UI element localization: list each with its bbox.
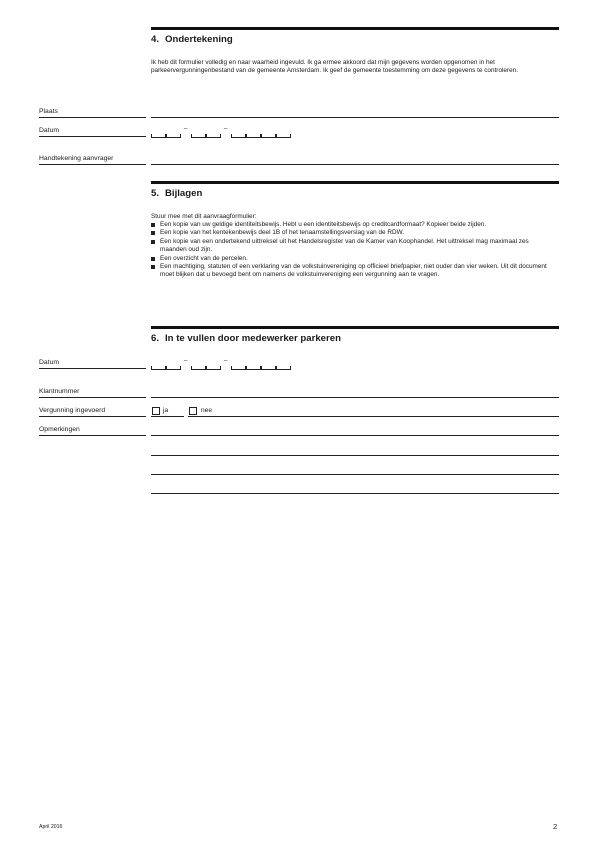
checkbox-nee-label: nee [201, 407, 213, 414]
klantnummer-field[interactable] [151, 397, 559, 398]
label-vergunning-line [39, 416, 146, 417]
section-4-number: 4. [151, 34, 160, 45]
bullet-icon [151, 231, 155, 235]
opmerkingen-line-3[interactable] [151, 474, 559, 475]
footer-date: April 2016 [39, 824, 63, 830]
label-datum: Datum [39, 127, 60, 134]
section-5-title [151, 188, 202, 199]
label-opmerkingen-line [39, 435, 146, 436]
label-plaats-line [39, 117, 146, 118]
section-6-number: 6. [151, 333, 160, 344]
date-year-box-2[interactable] [246, 366, 261, 370]
bullet-icon [151, 223, 155, 227]
vergunning-line-ja [151, 416, 184, 417]
date-day-box-2[interactable] [166, 366, 181, 370]
date-separator: – [184, 358, 188, 364]
section-4-title-text: Ondertekening [165, 34, 233, 45]
section-5-rule [151, 181, 559, 184]
section-6-rule [151, 326, 559, 329]
opmerkingen-line-2[interactable] [151, 455, 559, 456]
bijlagen-list [151, 221, 556, 280]
list-item [151, 238, 556, 255]
date-year-box-2[interactable] [246, 134, 261, 138]
section-4-rule [151, 27, 559, 30]
bullet-icon [151, 265, 155, 269]
section-6-title [151, 333, 341, 344]
vergunning-line-nee [188, 416, 559, 417]
opmerkingen-line-4[interactable] [151, 493, 559, 494]
label-klantnummer: Klantnummer [39, 388, 80, 395]
list-item-text: Een kopie van het kentekenbewijs deel 1B of het tenaamstellingsverslag van de RDW. [160, 229, 405, 237]
opmerkingen-line-1[interactable] [151, 435, 559, 436]
bullet-icon [151, 257, 155, 261]
checkbox-nee[interactable] [189, 407, 197, 415]
list-item-text: Een overzicht van de percelen. [160, 254, 248, 262]
date-month-box-1[interactable] [191, 366, 206, 370]
checkbox-ja-label: ja [163, 407, 169, 414]
label-datum-medewerker-line [39, 368, 146, 369]
label-datum-line [39, 136, 146, 137]
date-month-box-2[interactable] [206, 134, 221, 138]
date-year-box-4[interactable] [276, 134, 291, 138]
date-separator: – [224, 126, 228, 132]
list-item-text: Een kopie van uw geldige identiteitsbewijs. Hebt u een identiteitsbewijs op creditcardformaat? Kopieer beide zijden. [160, 221, 487, 228]
date-year-box-3[interactable] [261, 134, 276, 138]
list-item-text: Een kopie van een ondertekend uittreksel uit het Handelsregister van de Kamer van Koophandel. Het uittreksel mag maximaal zes maanden oud zijn. [160, 237, 529, 254]
section-6-title-text: In te vullen door medewerker parkeren [165, 333, 341, 344]
date-separator: – [224, 358, 228, 364]
section-5-intro: Stuur mee met dit aanvraagformulier: [151, 213, 257, 220]
section-4-text: Ik heb dit formulier volledig en naar waarheid ingevuld. Ik ga ermee akkoord dat mijn gegevens worden opgenomen in het parkeervergunningenbestand van de gemeente Amsterdam. Ik geef de gemeente toestemming om deze gegevens te controleren. [151, 59, 518, 75]
page-number: 2 [553, 822, 558, 831]
handtekening-field[interactable] [151, 164, 559, 165]
date-year-box-4[interactable] [276, 366, 291, 370]
bullet-icon [151, 240, 155, 244]
date-month-box-2[interactable] [206, 366, 221, 370]
label-opmerkingen: Opmerkingen [39, 426, 80, 433]
section-5-title-text: Bijlagen [165, 188, 203, 199]
label-handtekening: Handtekening aanvrager [39, 155, 114, 162]
date-year-box-1[interactable] [231, 366, 246, 370]
list-item [151, 255, 556, 263]
list-item [151, 221, 556, 229]
list-item-text: Een machtiging, statuten of een verklaring van de volkstuinvereniging op officieel briefpapier, niet ouder dan vier weken. Uit dit document moet blijken dat u bevoegd bent om namens de volkstuinvereniging een vergunning aan te vragen. [160, 263, 547, 279]
date-day-box-1[interactable] [151, 366, 166, 370]
date-separator: – [184, 126, 188, 132]
label-vergunning: Vergunning ingevoerd [39, 407, 106, 414]
list-item [151, 229, 556, 237]
section-5-number: 5. [151, 188, 160, 199]
date-year-box-3[interactable] [261, 366, 276, 370]
date-year-box-1[interactable] [231, 134, 246, 138]
vergunning-options [151, 407, 559, 416]
date-day-box-1[interactable] [151, 134, 166, 138]
section-4-title [151, 34, 233, 45]
checkbox-ja[interactable] [152, 407, 160, 415]
label-handtekening-line [39, 164, 146, 165]
date-day-box-2[interactable] [166, 134, 181, 138]
label-klantnummer-line [39, 397, 146, 398]
label-plaats: Plaats [39, 108, 58, 115]
label-datum-medewerker: Datum [39, 359, 60, 366]
list-item [151, 263, 556, 280]
date-month-box-1[interactable] [191, 134, 206, 138]
plaats-field[interactable] [151, 117, 559, 118]
